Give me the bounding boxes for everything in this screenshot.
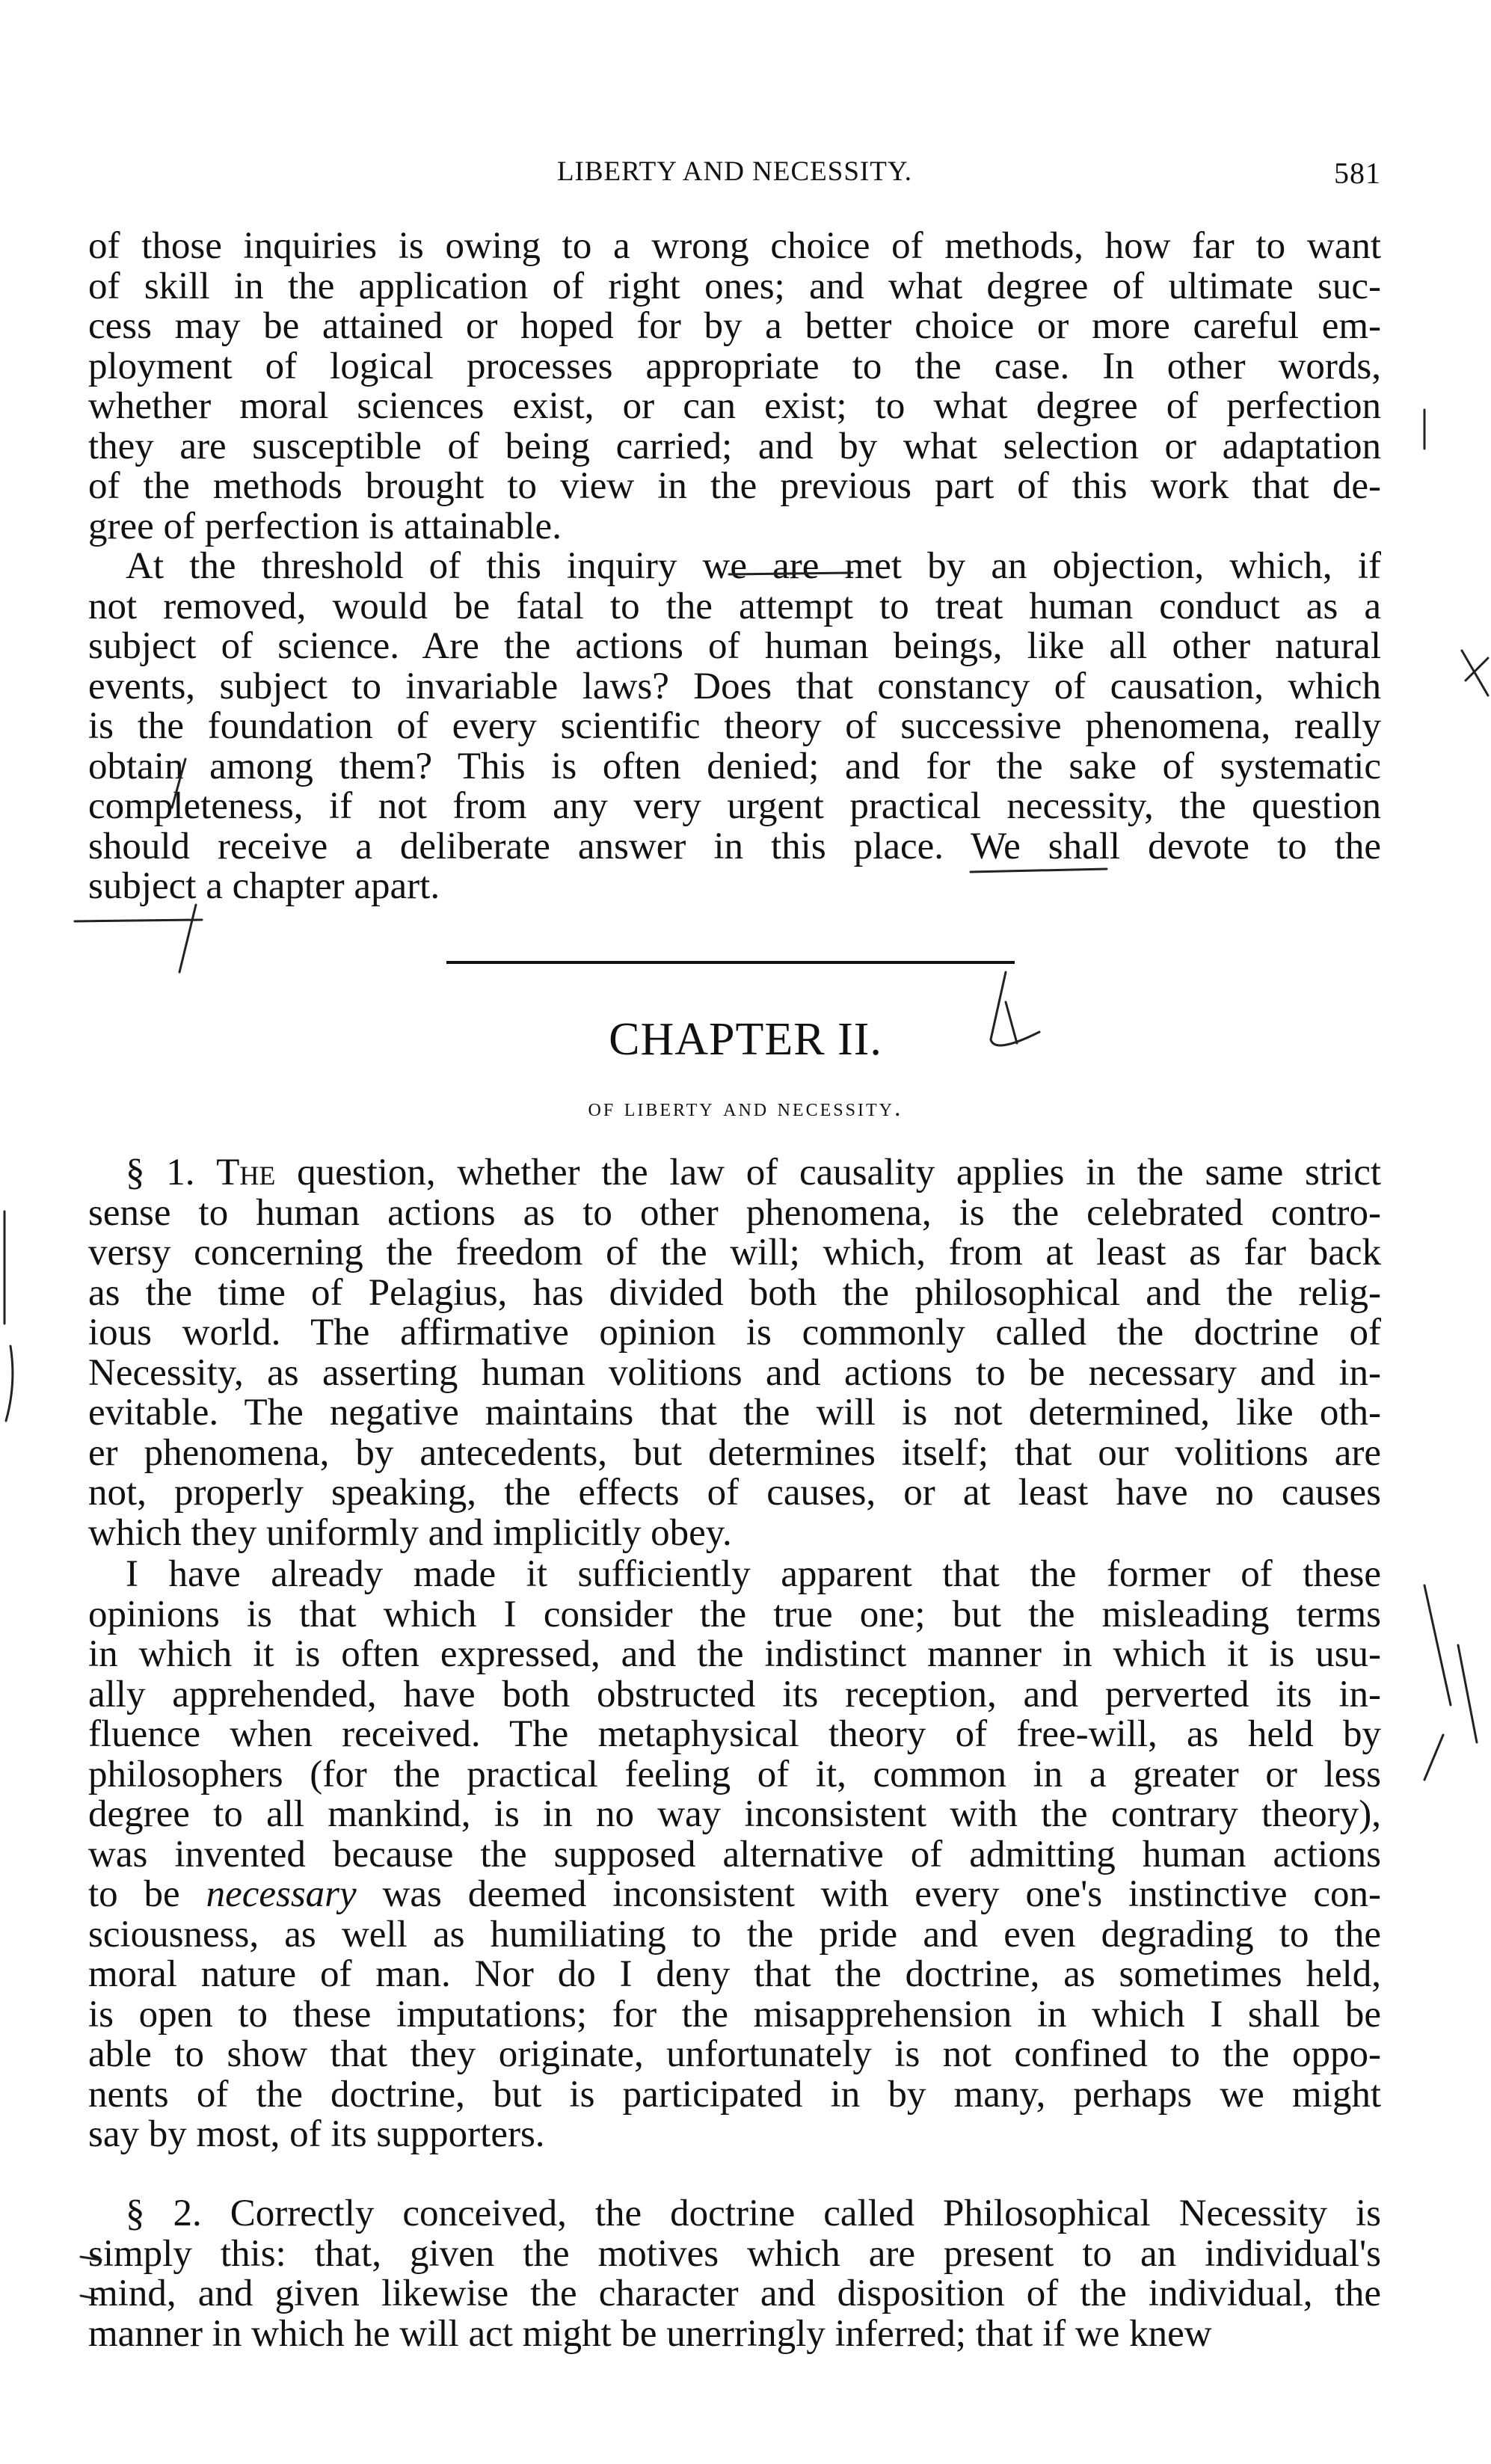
text-line: of the methods brought to view in the previous part of this work that de-	[88, 465, 1381, 507]
text-line: subject a chapter apart.	[88, 865, 440, 907]
text-line	[88, 1675, 1381, 1715]
text-line: cess may be attained or hoped for by a better choice or more careful em-	[88, 305, 1381, 347]
line-text: Necessity, as asserting human volitions and actions to be necessary and in-	[88, 1351, 1381, 1394]
line-text: ious world. The affirmative opinion is commonly called the doctrine of	[88, 1312, 1381, 1354]
text-line	[88, 1715, 1381, 1755]
line-text: in which it is often expressed, and the indistinct manner in which it is usu-	[88, 1633, 1381, 1675]
text-line: whether moral sciences exist, or can exist; to what degree of perfection	[88, 385, 1381, 427]
text-line: At the threshold of this inquiry we are met by an objection, which, if	[126, 545, 1381, 587]
line-text: degree to all mankind, is in no way inconsistent with the contrary theory),	[88, 1793, 1381, 1835]
section-2-paragraph	[88, 2194, 1381, 2354]
line-text: was invented because the supposed alternative of admitting human actions	[88, 1833, 1381, 1875]
pencil-cross-mark	[1462, 651, 1488, 695]
text-line	[88, 1313, 1381, 1354]
smallcaps-lead: The	[216, 1152, 276, 1193]
line-text: as the time of Pelagius, has divided both the philosophical and the relig-	[88, 1271, 1381, 1314]
text-line: is the foundation of every scientific theory of successive phenomena, really	[88, 705, 1381, 747]
text-line: obtain among them? This is often denied; and for the sake of systematic	[88, 745, 1381, 787]
line-text: er phenomena, by antecedents, but determines itself; that our volitions are	[88, 1431, 1381, 1474]
text-line	[88, 2035, 1381, 2075]
text-line	[88, 2075, 1381, 2116]
paragraph-threshold	[88, 547, 1381, 907]
text-line	[88, 1635, 1381, 1675]
text-line	[88, 1193, 1381, 1234]
italic-word: necessary	[206, 1873, 357, 1915]
line-text: to be	[88, 1873, 206, 1915]
section-mark: § 1.	[126, 1152, 217, 1193]
line-text: moral nature of man. Nor do I deny that the doctrine, as sometimes held,	[88, 1953, 1381, 1995]
line-text: versy concerning the freedom of the will; which, from at least as far back	[88, 1232, 1381, 1274]
line-text: opinions is that which I consider the true one; but the misleading terms	[88, 1593, 1381, 1635]
pencil-margin-slash-right	[1424, 1585, 1477, 1780]
text-line	[88, 1835, 1381, 1875]
text-line: § 2. Correctly conceived, the doctrine called Philosophical Necessity is	[126, 2193, 1381, 2234]
line-text: is open to these imputations; for the misapprehension in which I shall be	[88, 1993, 1381, 2036]
text-line: of skill in the application of right ones; and what degree of ultimate suc-	[88, 265, 1381, 307]
section-divider-rule	[446, 961, 1015, 964]
text-line: completeness, if not from any very urgent practical necessity, the question	[88, 785, 1381, 827]
text-line: mind, and given likewise the character and disposition of the individual, the	[88, 2273, 1381, 2314]
line-text: philosophers (for the practical feeling of it, common in a greater or less	[88, 1753, 1381, 1795]
section-1-paragraph	[88, 1153, 1381, 1553]
line-text: not, properly speaking, the effects of causes, or at least have no causes	[88, 1472, 1381, 1514]
line-text: able to show that they originate, unfortunately is not confined to the oppo-	[88, 2033, 1381, 2075]
text-line	[88, 1271, 1381, 1314]
text-line	[88, 1955, 1381, 1995]
text-line	[88, 1153, 1381, 1193]
line-text: say by most, of its supporters.	[88, 2113, 545, 2155]
running-head	[88, 156, 1381, 190]
line-text: sense to human actions as to other phenomena, is the celebrated contro-	[88, 1191, 1381, 1234]
line-text: fluence when received. The metaphysical theory of free-will, as held by	[88, 1713, 1381, 1755]
text-line	[88, 1875, 1381, 1915]
line-text: was deemed inconsistent with every one's instinctive con-	[356, 1873, 1381, 1915]
text-line: they are susceptible of being carried; and by what selection or adaptation	[88, 425, 1381, 467]
text-line: not removed, would be fatal to the attempt to treat human conduct as a	[88, 585, 1381, 627]
line-text: question, whether the law of causality applies in the same strict	[275, 1152, 1382, 1193]
text-line: of those inquiries is owing to a wrong choice of methods, how far to want	[88, 225, 1381, 267]
text-line	[88, 1431, 1381, 1474]
pencil-underline-subject	[75, 920, 202, 921]
text-line	[88, 1511, 1381, 1554]
section-1-paragraph-2	[88, 1555, 1381, 2155]
text-line	[88, 1755, 1381, 1795]
text-line: gree of perfection is attainable.	[88, 505, 562, 547]
text-line	[88, 2115, 1381, 2155]
text-line	[88, 1555, 1381, 1595]
text-line	[88, 1795, 1381, 1835]
text-line	[88, 1995, 1381, 2036]
chapter-subtitle: of liberty and necessity.	[588, 1094, 903, 1122]
line-text: sciousness, as well as humiliating to the pride and even degrading to the	[88, 1913, 1381, 1955]
line-text: which they uniformly and implicitly obey.	[88, 1511, 732, 1554]
text-line: manner in which he will act might be unerringly inferred; that if we knew	[88, 2312, 1212, 2355]
text-line: should receive a deliberate answer in this place. We shall devote to the	[88, 825, 1381, 867]
text-line: subject of science. Are the actions of human beings, like all other natural	[88, 625, 1381, 667]
text-line	[88, 1473, 1381, 1514]
page-number: 581	[1334, 156, 1381, 190]
running-head-title: LIBERTY AND NECESSITY.	[556, 156, 913, 187]
paragraph-continued	[88, 227, 1381, 547]
pencil-caret-mark	[179, 905, 196, 972]
pencil-margin-bar-left	[4, 1211, 13, 1421]
text-line: events, subject to invariable laws? Does that constancy of causation, which	[88, 665, 1381, 707]
line-text: evitable. The negative maintains that the will is not determined, like oth-	[88, 1392, 1381, 1434]
line-text: ally apprehended, have both obstructed its reception, and perverted its in-	[88, 1673, 1381, 1715]
text-line	[88, 1595, 1381, 1635]
text-line	[88, 1233, 1381, 1274]
text-line	[88, 1393, 1381, 1434]
text-line: ployment of logical processes appropriate to the case. In other words,	[88, 345, 1381, 387]
text-line	[88, 1915, 1381, 1955]
chapter-heading: CHAPTER II.	[609, 1014, 882, 1065]
text-line: simply this: that, given the motives which are present to an individual's	[88, 2232, 1381, 2275]
line-text: I have already made it sufficiently apparent that the former of these	[126, 1553, 1381, 1595]
line-text: nents of the doctrine, but is participated in by many, perhaps we might	[88, 2073, 1381, 2116]
text-line	[88, 1351, 1381, 1394]
